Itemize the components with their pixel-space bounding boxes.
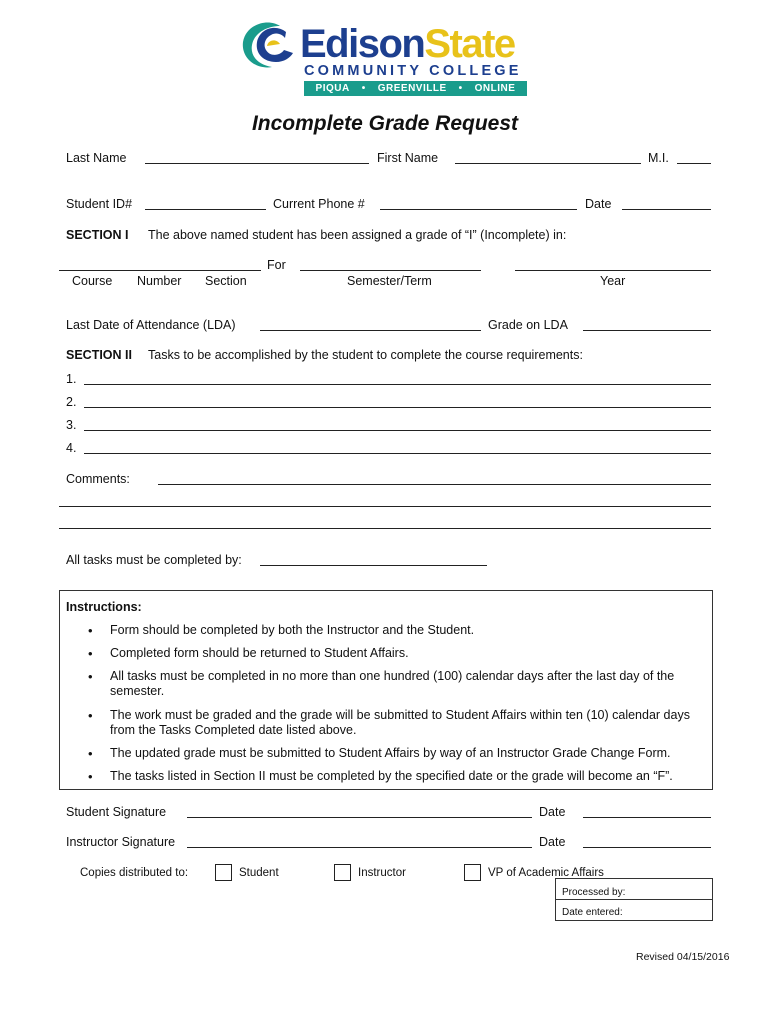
instructor-signature-field[interactable] [187,847,532,848]
copy-instructor-label: Instructor [358,867,406,879]
task-1-label: 1. [66,372,77,386]
campus-greenville: GREENVILLE [377,83,447,94]
instruction-item: The updated grade must be submitted to Student Affairs by way of an Instructor Grade Change Form. [110,746,671,760]
student-signature-label: Student Signature [66,805,167,819]
office-use-divider [556,899,712,900]
date-label: Date [585,197,612,211]
instructor-signature-date-field[interactable] [583,847,711,848]
instructor-signature-label: Instructor Signature [66,835,176,849]
comments-label: Comments: [66,472,130,486]
completed-by-label: All tasks must be completed by: [66,553,242,567]
copies-label: Copies distributed to: [80,867,189,879]
bullet-icon: • [88,669,93,684]
mi-field[interactable] [677,163,711,164]
college-logo-icon [240,20,296,70]
grade-on-lda-label: Grade on LDA [488,318,568,332]
instructions-heading: Instructions: [66,600,142,614]
phone-label: Current Phone # [273,197,365,211]
instruction-item: All tasks must be completed in no more than one hundred (100) calendar days after the last day of the semester. [110,669,675,698]
section-2-text: Tasks to be accomplished by the student to complete the course requirements: [148,348,583,362]
lda-label: Last Date of Attendance (LDA) [66,318,236,332]
bullet-icon: • [88,623,93,638]
for-label: For [267,258,286,272]
instruction-item: Form should be completed by both the Instructor and the Student. [110,623,475,637]
section-1-label: SECTION I [66,228,129,242]
first-name-label: First Name [377,151,439,165]
comments-field-2[interactable] [59,506,711,507]
campus-piqua: PIQUA [315,83,350,94]
bullet-icon: • [88,646,93,661]
revised-date: Revised 04/15/2016 [636,951,730,963]
number-label: Number [137,274,182,288]
bullet-icon: • [88,746,93,761]
date-entered-label: Date entered: [562,907,623,918]
copy-instructor-checkbox[interactable] [334,864,351,881]
completed-by-field[interactable] [260,565,487,566]
task-2-field[interactable] [84,407,711,408]
task-3-field[interactable] [84,430,711,431]
task-1-field[interactable] [84,384,711,385]
college-name-part1: Edison [300,22,425,66]
year-field[interactable] [515,270,711,271]
comments-field-1[interactable] [158,484,711,485]
bullet-icon: • [88,708,93,723]
copy-student-label: Student [239,867,279,879]
form-title: Incomplete Grade Request [251,112,519,135]
year-label: Year [600,274,626,288]
instructor-signature-date-label: Date [539,835,566,849]
copy-vp-checkbox[interactable] [464,864,481,881]
grade-on-lda-field[interactable] [583,330,711,331]
student-signature-date-label: Date [539,805,566,819]
task-2-label: 2. [66,395,77,409]
campus-bar [304,81,527,96]
instruction-item: The tasks listed in Section II must be completed by the specified date or the grade will become an “F”. [110,769,673,783]
task-4-field[interactable] [84,453,711,454]
instruction-item: The work must be graded and the grade will be submitted to Student Affairs within ten (10) calendar days from the Tasks Completed date listed above. [110,708,690,737]
bullet-icon: • [88,769,93,784]
campus-separator: • [458,83,463,94]
semester-label: Semester/Term [347,274,432,288]
section-1-text: The above named student has been assigned a grade of “I” (Incomplete) in: [148,228,567,242]
course-field[interactable] [59,270,261,271]
instruction-item: Completed form should be returned to Student Affairs. [110,646,409,660]
college-name [300,22,515,66]
phone-field[interactable] [380,209,577,210]
date-field[interactable] [622,209,711,210]
lda-field[interactable] [260,330,481,331]
college-name-part2: State [424,22,515,66]
task-4-label: 4. [66,441,77,455]
course-label: Course [72,274,113,288]
first-name-field[interactable] [455,163,641,164]
mi-label: M.I. [648,151,669,165]
task-3-label: 3. [66,418,77,432]
last-name-field[interactable] [145,163,369,164]
college-subtitle: COMMUNITY COLLEGE [304,63,522,79]
student-signature-field[interactable] [187,817,532,818]
comments-field-3[interactable] [59,528,711,529]
campus-separator: • [361,83,366,94]
copy-student-checkbox[interactable] [215,864,232,881]
student-id-field[interactable] [145,209,266,210]
processed-by-label: Processed by: [562,887,626,898]
semester-field[interactable] [300,270,481,271]
last-name-label: Last Name [66,151,127,165]
student-signature-date-field[interactable] [583,817,711,818]
campus-online: ONLINE [474,83,516,94]
copy-vp-label: VP of Academic Affairs [488,867,604,879]
section-label: Section [205,274,247,288]
section-2-label: SECTION II [66,348,132,362]
student-id-label: Student ID# [66,197,133,211]
